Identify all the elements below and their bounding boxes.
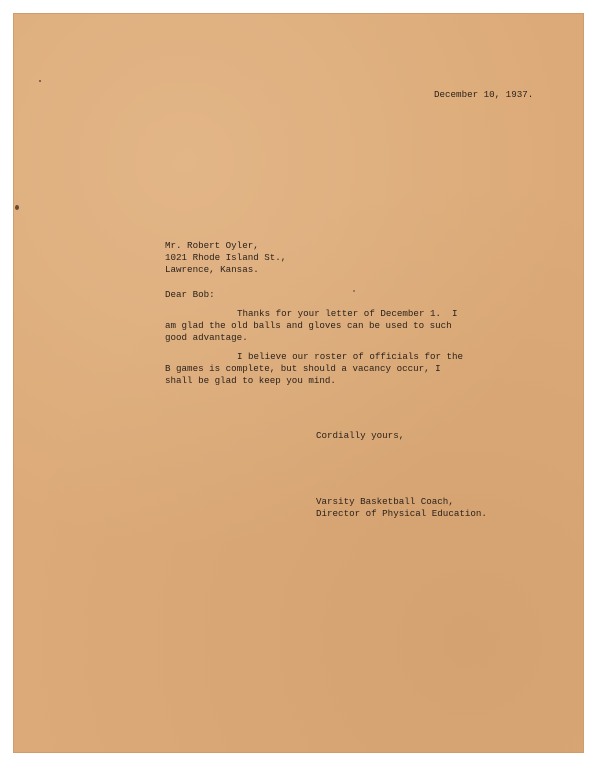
paragraph-1-line-1: Thanks for your letter of December 1. I [237,308,458,319]
paragraph-1-line-3: good advantage. [165,332,248,343]
paragraph-2-line-3: shall be glad to keep you mind. [165,375,336,386]
letter-date: December 10, 1937. [434,89,534,100]
paragraph-2-line-1: I believe our roster of officials for the [237,351,464,362]
paper-speck [39,80,41,82]
signature-title-1: Varsity Basketball Coach, [316,496,454,507]
salutation: Dear Bob: [165,289,215,300]
closing: Cordially yours, [316,430,405,441]
letter-page [13,13,584,753]
paragraph-1-line-2: am glad the old balls and gloves can be used to such [165,320,452,331]
recipient-street: 1021 Rhode Island St., [165,252,287,263]
paper-speck [353,290,355,292]
recipient-name: Mr. Robert Oyler, [165,240,259,251]
paragraph-2-line-2: B games is complete, but should a vacancy occur, I [165,363,441,374]
signature-title-2: Director of Physical Education. [316,508,487,519]
recipient-city: Lawrence, Kansas. [165,264,259,275]
paper-speck [15,205,19,210]
